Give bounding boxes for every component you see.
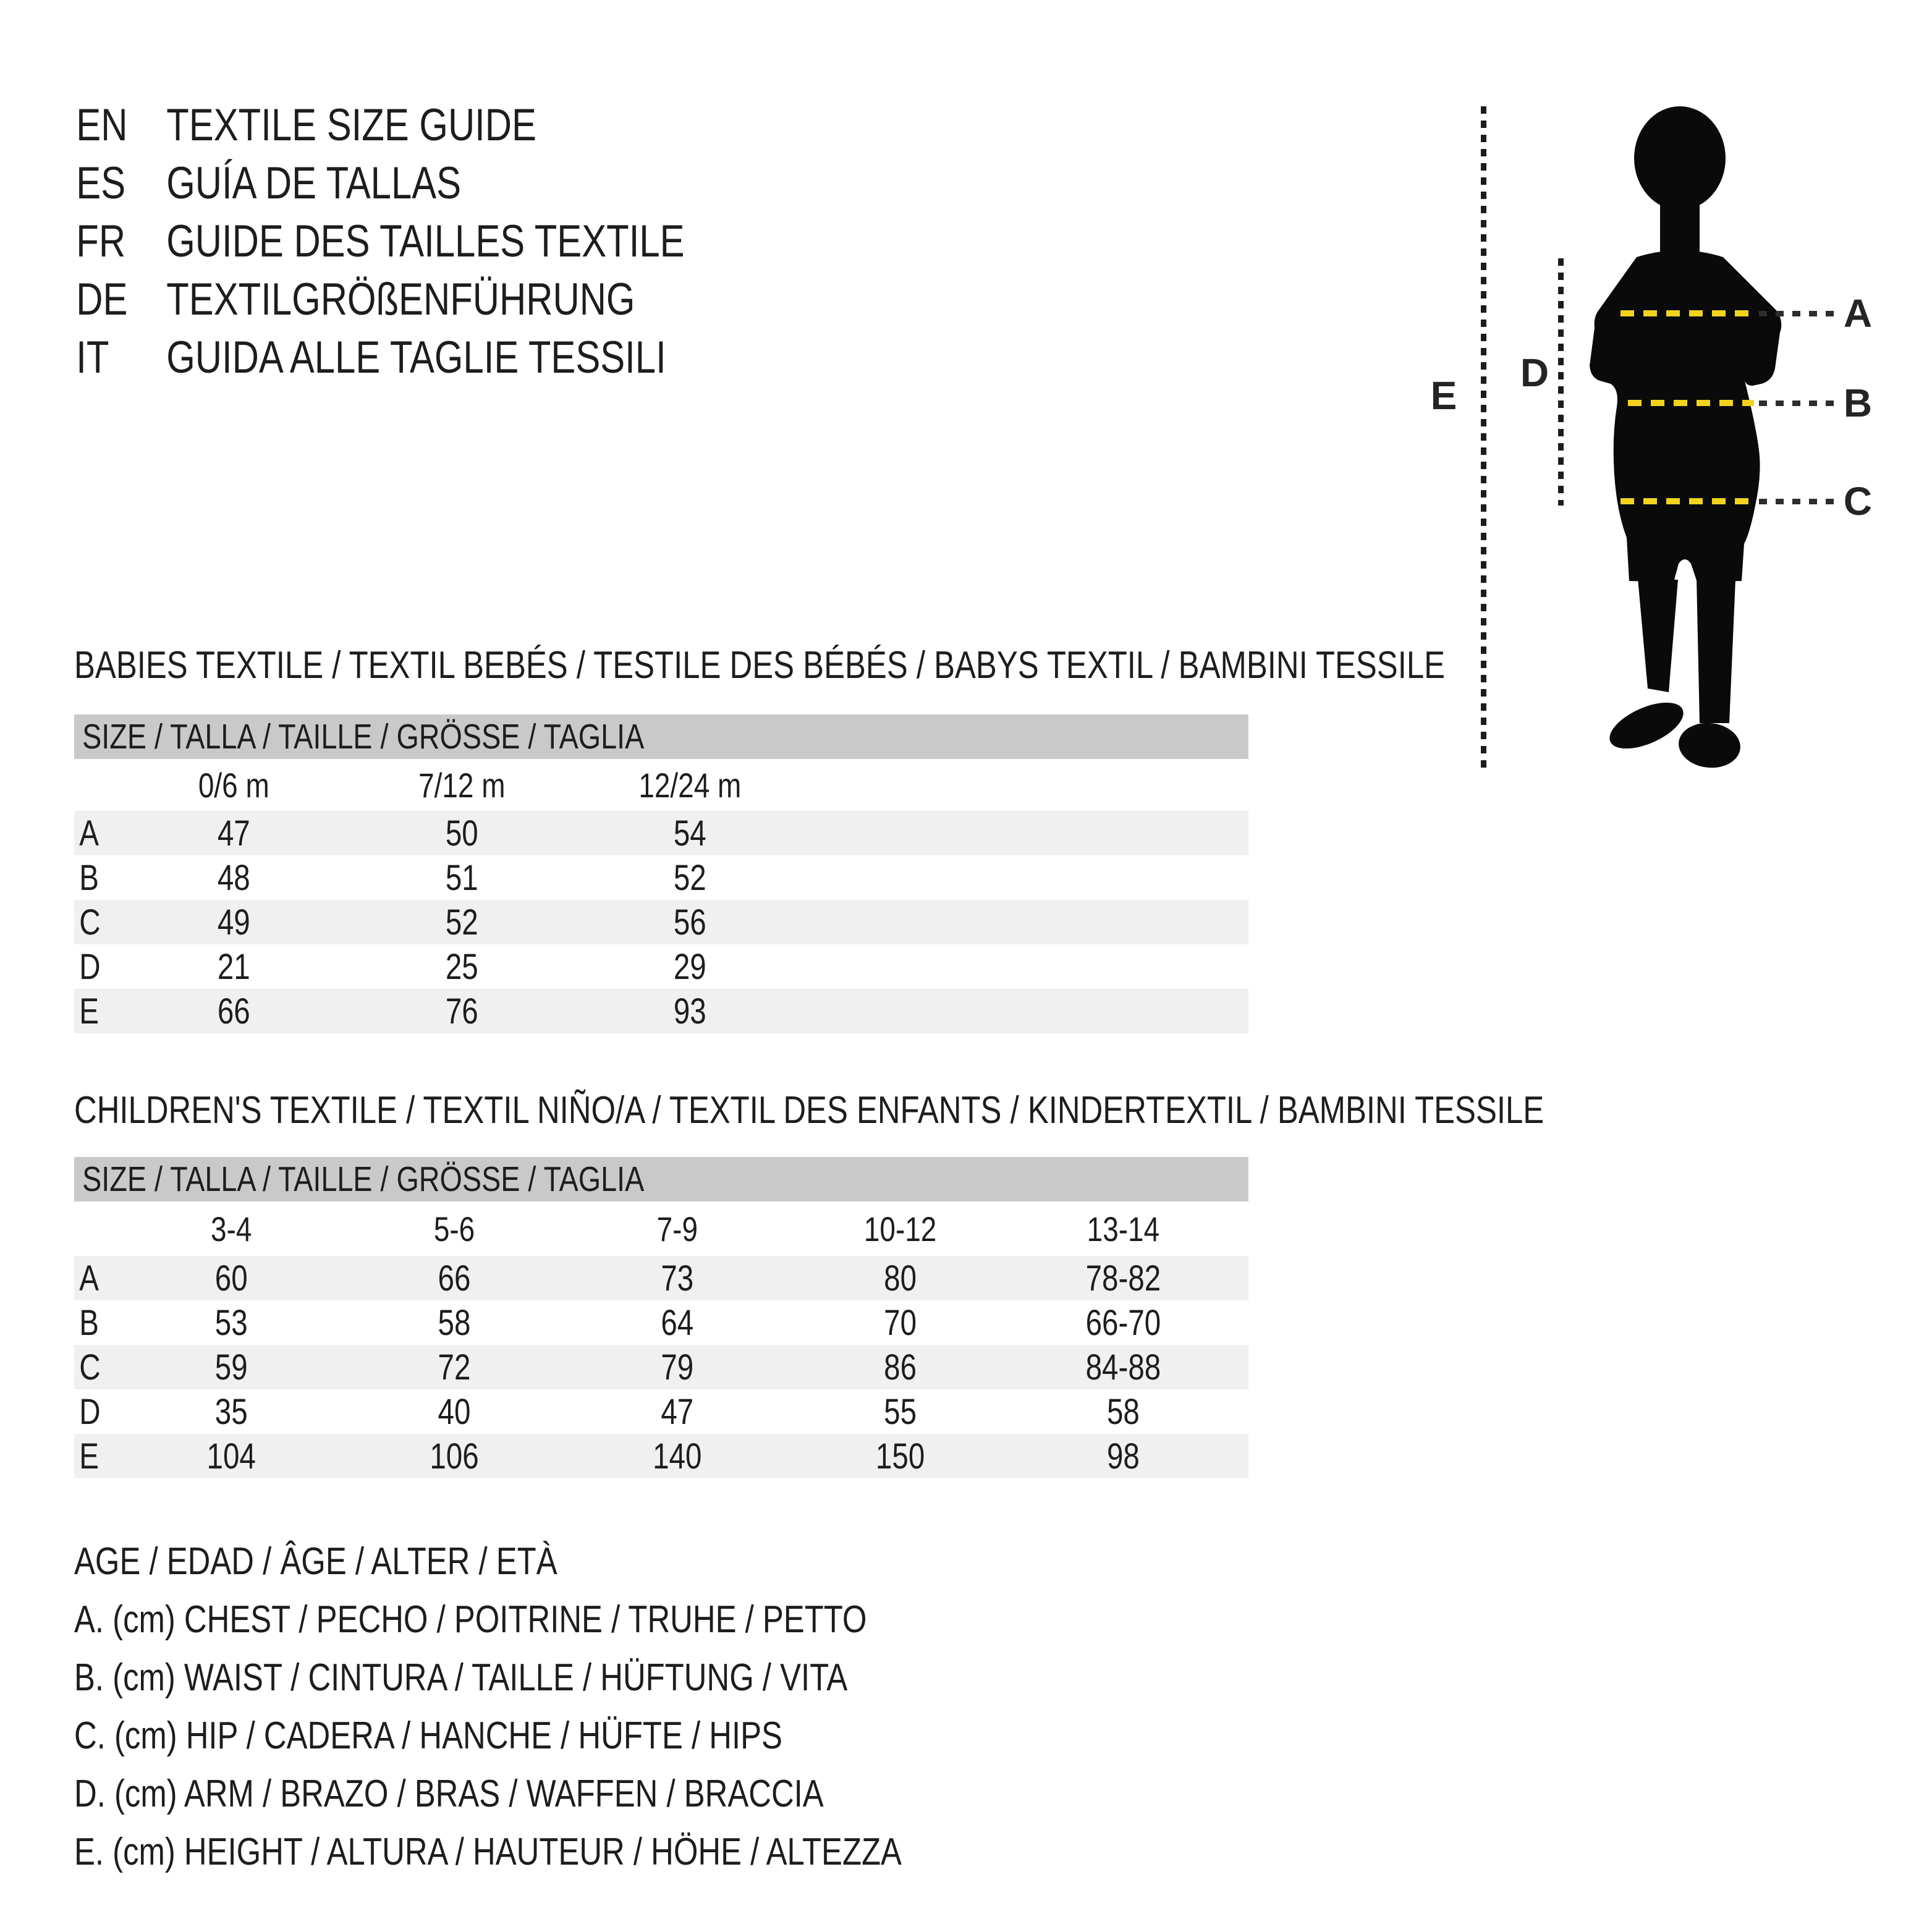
column-header: 5-6: [433, 1209, 475, 1248]
row-label: E: [79, 1436, 99, 1477]
row-label: C: [79, 1347, 101, 1388]
size-header-bar: SIZE / TALLA / TAILLE / GRÖSSE / TAGLIA: [74, 1157, 1248, 1201]
list-item: [76, 213, 684, 271]
legend-line-arm: D. (cm) ARM / BRAZO / BRAS / WAFFEN / BRACCIA: [74, 1773, 824, 1815]
cell: 70: [884, 1302, 917, 1343]
row-label: C: [79, 902, 101, 943]
cell: 56: [673, 902, 706, 943]
table-row: [74, 1256, 1248, 1300]
table-row: [74, 1389, 1248, 1434]
children-section-title: CHILDREN'S TEXTILE / TEXTIL NIÑO/A / TEXTIL DES ENFANTS / KINDERTEXTIL / BAMBINI TESSILE: [74, 1089, 1544, 1132]
table-row: [74, 944, 1248, 989]
column-header: 7-9: [656, 1209, 698, 1248]
chest-measure-line-a: [1621, 310, 1754, 316]
cell: 25: [445, 946, 478, 987]
hip-measure-leader-c: [1759, 499, 1834, 504]
cell: 50: [445, 813, 478, 854]
babies-section-title: BABIES TEXTILE / TEXTIL BEBÉS / TESTILE DES BÉBÉS / BABYS TEXTIL / BAMBINI TESSILE: [74, 644, 1446, 687]
legend-line-height: E. (cm) HEIGHT / ALTURA / HAUTEUR / HÖHE / ALTEZZA: [74, 1831, 902, 1873]
list-item: [76, 329, 684, 387]
cell: 86: [884, 1347, 917, 1388]
row-label: A: [79, 813, 99, 854]
cell: 54: [673, 813, 706, 854]
measure-label-e: E: [1430, 373, 1457, 418]
language-code: EN: [76, 100, 128, 150]
guide-title: TEXTILGRÖßENFÜHRUNG: [166, 274, 635, 324]
column-header: 3-4: [211, 1209, 252, 1248]
cell: 47: [217, 813, 250, 854]
legend-line-age: AGE / EDAD / ÂGE / ALTER / ETÀ: [74, 1540, 557, 1583]
cell: 106: [430, 1436, 479, 1477]
table-row: [74, 989, 1248, 1033]
guide-title: TEXTILE SIZE GUIDE: [166, 100, 536, 150]
cell: 66: [438, 1258, 471, 1299]
legend-line-waist: B. (cm) WAIST / CINTURA / TAILLE / HÜFTUNG / VITA: [74, 1656, 848, 1699]
guide-title: GUIDA ALLE TAGLIE TESSILI: [166, 333, 666, 383]
cell: 140: [653, 1436, 702, 1477]
cell: 72: [438, 1347, 471, 1388]
cell: 29: [673, 946, 706, 987]
row-label: D: [79, 1391, 101, 1432]
cell: 21: [217, 946, 250, 987]
language-code: DE: [76, 274, 128, 324]
hip-measure-line-c: [1621, 498, 1754, 504]
table-row: [74, 1345, 1248, 1389]
column-header-row: [74, 759, 1248, 811]
cell: 49: [217, 902, 250, 943]
cell: 73: [661, 1258, 694, 1299]
cell: 35: [214, 1391, 248, 1432]
cell: 78-82: [1085, 1258, 1161, 1299]
size-header-bar: SIZE / TALLA / TAILLE / GRÖSSE / TAGLIA: [74, 714, 1248, 759]
column-header: 12/24 m: [638, 765, 742, 805]
row-label: B: [79, 857, 99, 898]
measure-label-c: C: [1843, 479, 1873, 523]
language-code: FR: [76, 216, 126, 266]
waist-measure-line-b: [1628, 400, 1754, 406]
cell: 64: [661, 1302, 694, 1343]
cell: 40: [438, 1391, 471, 1432]
cell: 48: [217, 857, 250, 898]
guide-title: GUIDE DES TAILLES TEXTILE: [166, 216, 685, 266]
measure-label-b: B: [1843, 381, 1873, 425]
table-row: [74, 1434, 1248, 1478]
column-header: 10-12: [863, 1209, 937, 1248]
column-header-row: [74, 1201, 1248, 1256]
language-code: ES: [76, 158, 126, 208]
column-header: 0/6 m: [198, 765, 269, 805]
cell: 93: [673, 991, 706, 1032]
child-silhouette: [1576, 104, 1799, 777]
language-code: IT: [76, 333, 109, 383]
column-header: 13-14: [1087, 1209, 1160, 1248]
cell: 52: [445, 902, 478, 943]
cell: 55: [884, 1391, 917, 1432]
list-item: [76, 96, 684, 155]
table-row: [74, 855, 1248, 900]
cell: 59: [214, 1347, 248, 1388]
cell: 51: [445, 857, 478, 898]
row-label: D: [79, 946, 101, 987]
cell: 150: [875, 1436, 925, 1477]
cell: 66: [217, 991, 250, 1032]
cell: 79: [661, 1347, 694, 1388]
cell: 98: [1106, 1436, 1140, 1477]
cell: 60: [214, 1258, 248, 1299]
height-measure-line-e: [1481, 106, 1486, 769]
measurement-legend: [74, 1533, 902, 1881]
cell: 104: [206, 1436, 256, 1477]
cell: 53: [214, 1302, 248, 1343]
table-row: [74, 811, 1248, 855]
waist-measure-leader-b: [1759, 400, 1834, 406]
cell: 84-88: [1085, 1347, 1161, 1388]
cell: 52: [673, 857, 706, 898]
measure-label-d: D: [1520, 350, 1549, 395]
cell: 58: [438, 1302, 471, 1343]
column-header: 7/12 m: [418, 765, 506, 805]
legend-line-hip: C. (cm) HIP / CADERA / HANCHE / HÜFTE / HIPS: [74, 1714, 782, 1757]
measure-label-a: A: [1843, 291, 1873, 336]
table-row: [74, 1300, 1248, 1345]
row-label: B: [79, 1302, 99, 1343]
guide-title: GUÍA DE TALLAS: [166, 158, 462, 208]
babies-size-table: [74, 714, 1248, 1033]
row-label: A: [79, 1258, 99, 1299]
cell: 58: [1106, 1391, 1140, 1432]
cell: 47: [661, 1391, 694, 1432]
chest-measure-leader-a: [1759, 311, 1834, 316]
table-row: [74, 900, 1248, 944]
cell: 76: [445, 991, 478, 1032]
list-item: [76, 155, 684, 213]
cell: 80: [884, 1258, 917, 1299]
children-size-table: [74, 1157, 1248, 1478]
cell: 66-70: [1085, 1302, 1161, 1343]
row-label: E: [79, 991, 99, 1032]
list-item: [76, 271, 684, 329]
language-title-list: [76, 96, 684, 387]
legend-line-chest: A. (cm) CHEST / PECHO / POITRINE / TRUHE / PETTO: [74, 1598, 867, 1641]
